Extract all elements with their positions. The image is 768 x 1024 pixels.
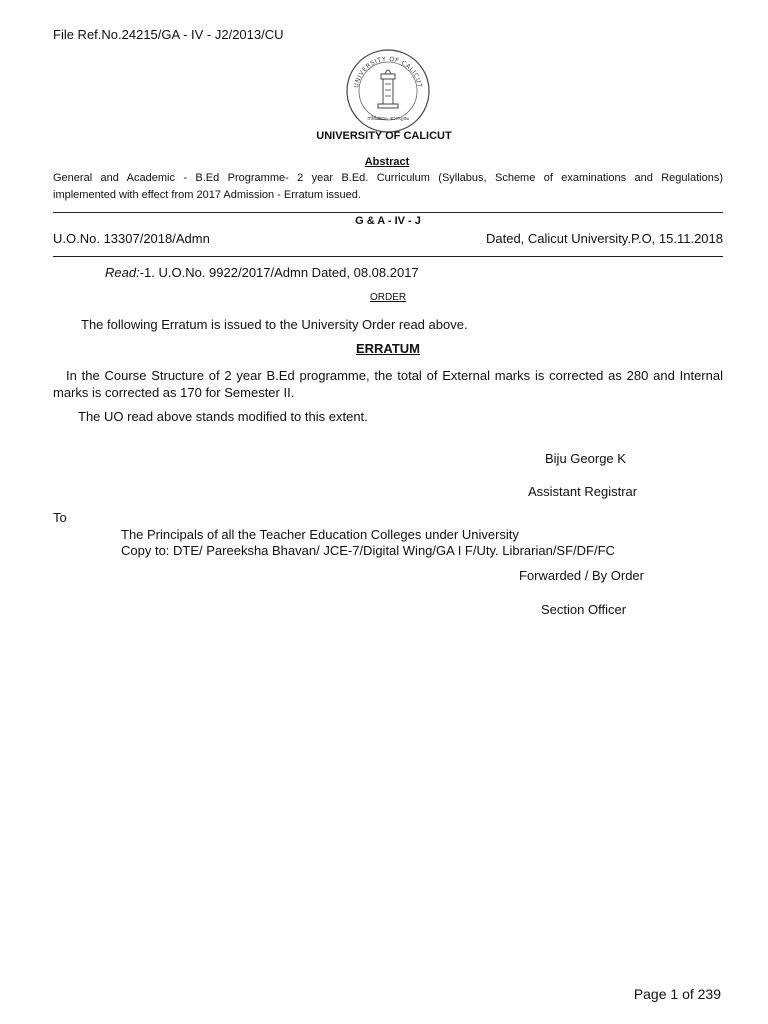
- svg-text:UNIVERSITY OF CALICUT: UNIVERSITY OF CALICUT: [353, 55, 423, 89]
- modified-text: The UO read above stands modified to this extent.: [78, 409, 368, 424]
- order-label: ORDER: [369, 292, 407, 303]
- abstract-line-2: implemented with effect from 2017 Admission - Erratum issued.: [53, 189, 361, 201]
- section-code: G & A - IV - J: [355, 215, 421, 227]
- erratum-heading: ERRATUM: [355, 341, 421, 356]
- to-label: To: [53, 510, 67, 525]
- section-officer: Section Officer: [541, 602, 627, 617]
- divider-bottom: [53, 256, 723, 257]
- divider-top: [53, 212, 723, 213]
- order-date: Dated, Calicut University.P.O, 15.11.2018: [485, 231, 723, 246]
- abstract-line-1: General and Academic - B.Ed Programme- 2 year B.Ed. Curriculum (Syllabus, Scheme of examinations and Regulations): [53, 172, 723, 184]
- svg-text:നിർമ്മലം ഭാസ്വരം: നിർമ്മലം ഭാസ്വരം: [367, 116, 409, 122]
- signatory-designation: Assistant Registrar: [528, 484, 638, 499]
- forwarded-by-order: Forwarded / By Order: [519, 568, 644, 583]
- abstract-heading: Abstract: [364, 156, 410, 168]
- signatory-name: Biju George K: [545, 451, 626, 466]
- read-label: Read:: [105, 265, 140, 280]
- copy-to: Copy to: DTE/ Pareeksha Bhavan/ JCE-7/Digital Wing/GA I F/Uty. Librarian/SF/DF/FC: [121, 543, 615, 558]
- page-number: Page 1 of 239: [633, 986, 721, 1002]
- read-text: -1. U.O.No. 9922/2017/Admn Dated, 08.08.2017: [139, 265, 419, 280]
- file-reference: File Ref.No.24215/GA - IV - J2/2013/CU: [53, 27, 284, 42]
- institution-name: UNIVERSITY OF CALICUT: [316, 130, 452, 142]
- intro-text: The following Erratum is issued to the University Order read above.: [81, 317, 468, 332]
- university-seal-logo: [345, 48, 431, 134]
- erratum-body: In the Course Structure of 2 year B.Ed programme, the total of External marks is corrected as 280 and Internal marks is corrected as 170 for Semester II.: [53, 368, 723, 400]
- order-number: U.O.No. 13307/2018/Admn: [53, 231, 210, 246]
- recipients: The Principals of all the Teacher Education Colleges under University: [121, 527, 519, 542]
- read-reference: [105, 265, 419, 280]
